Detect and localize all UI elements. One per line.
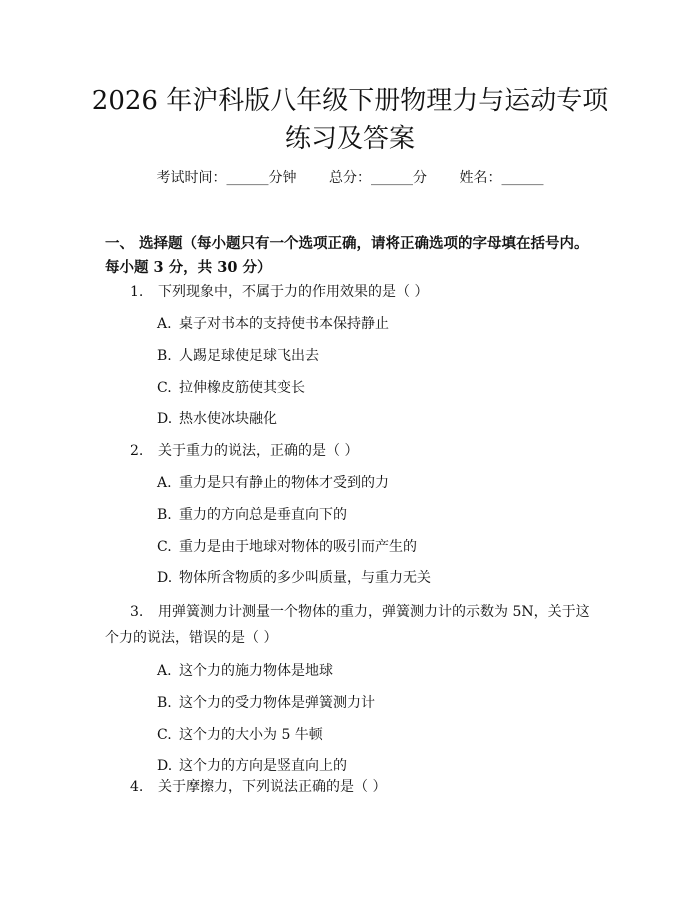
option-text: 重力的方向总是垂直向下的	[179, 507, 347, 523]
question-number: 1.	[130, 284, 144, 300]
question-number: 3.	[130, 604, 144, 620]
option-text: 热水使冰块融化	[179, 411, 277, 427]
option-letter: D.	[157, 570, 173, 586]
question-number: 2.	[130, 443, 144, 459]
question-1-option-b	[157, 346, 587, 366]
option-text: 重力是由于地球对物体的吸引而产生的	[179, 539, 417, 555]
question-2-option-a	[157, 473, 587, 493]
option-text: 这个力的受力物体是弹簧测力计	[179, 695, 375, 711]
option-letter: C.	[157, 727, 172, 743]
question-1	[130, 280, 595, 304]
document-title-line-2: 练习及答案	[284, 124, 415, 154]
question-4	[130, 775, 595, 799]
question-3-option-b	[157, 693, 587, 713]
option-letter: C.	[157, 539, 172, 555]
student-name-field: 姓名：______	[459, 170, 544, 186]
question-3-option-a	[157, 661, 587, 681]
total-score-field: 总分：______分	[329, 170, 427, 186]
option-text: 这个力的施力物体是地球	[179, 663, 333, 679]
exam-time-field: 考试时间：______分钟	[156, 170, 297, 186]
question-1-option-d	[157, 409, 587, 429]
question-3-option-d	[157, 756, 587, 776]
question-1-option-c	[157, 378, 587, 398]
exam-info	[0, 168, 700, 188]
option-letter: A.	[157, 316, 172, 332]
option-letter: A.	[157, 475, 172, 491]
option-text: 人踢足球使足球飞出去	[179, 348, 319, 364]
option-text: 物体所含物质的多少叫质量，与重力无关	[179, 570, 431, 586]
option-text: 重力是只有静止的物体才受到的力	[179, 475, 389, 491]
option-letter: B.	[157, 695, 172, 711]
question-number: 4.	[130, 779, 144, 795]
option-letter: C.	[157, 380, 172, 396]
question-text: 下列现象中，不属于力的作用效果的是（ ）	[158, 284, 429, 300]
question-2-option-b	[157, 505, 587, 525]
question-text: 关于摩擦力，下列说法正确的是（ ）	[158, 779, 387, 795]
question-1-option-a	[157, 314, 587, 334]
question-2-option-d	[157, 568, 587, 588]
option-letter: A.	[157, 663, 172, 679]
option-text: 这个力的方向是竖直向上的	[179, 758, 347, 774]
question-2	[130, 439, 595, 463]
option-letter: D.	[157, 411, 173, 427]
option-letter: D.	[157, 758, 173, 774]
question-text: 用弹簧测力计测量一个物体的重力，弹簧测力计的示数为 5N，关于这个力的说法，错误的是（ ）	[105, 604, 590, 646]
section-heading-multiple-choice: 一、 选择题（每小题只有一个选项正确，请将正确选项的字母填在括号内。每小题 3 分，共 30 分）	[105, 235, 589, 276]
option-letter: B.	[157, 348, 172, 364]
option-text: 桌子对书本的支持使书本保持静止	[179, 316, 389, 332]
document-title-line-1: 2026 年沪科版八年级下册物理力与运动专项	[91, 86, 609, 116]
option-text: 拉伸橡皮筋使其变长	[179, 380, 305, 396]
question-3	[105, 599, 595, 651]
option-letter: B.	[157, 507, 172, 523]
option-text: 这个力的大小为 5 牛顿	[179, 727, 323, 743]
question-text: 关于重力的说法，正确的是（ ）	[158, 443, 359, 459]
question-3-option-c	[157, 725, 587, 745]
question-2-option-c	[157, 537, 587, 557]
